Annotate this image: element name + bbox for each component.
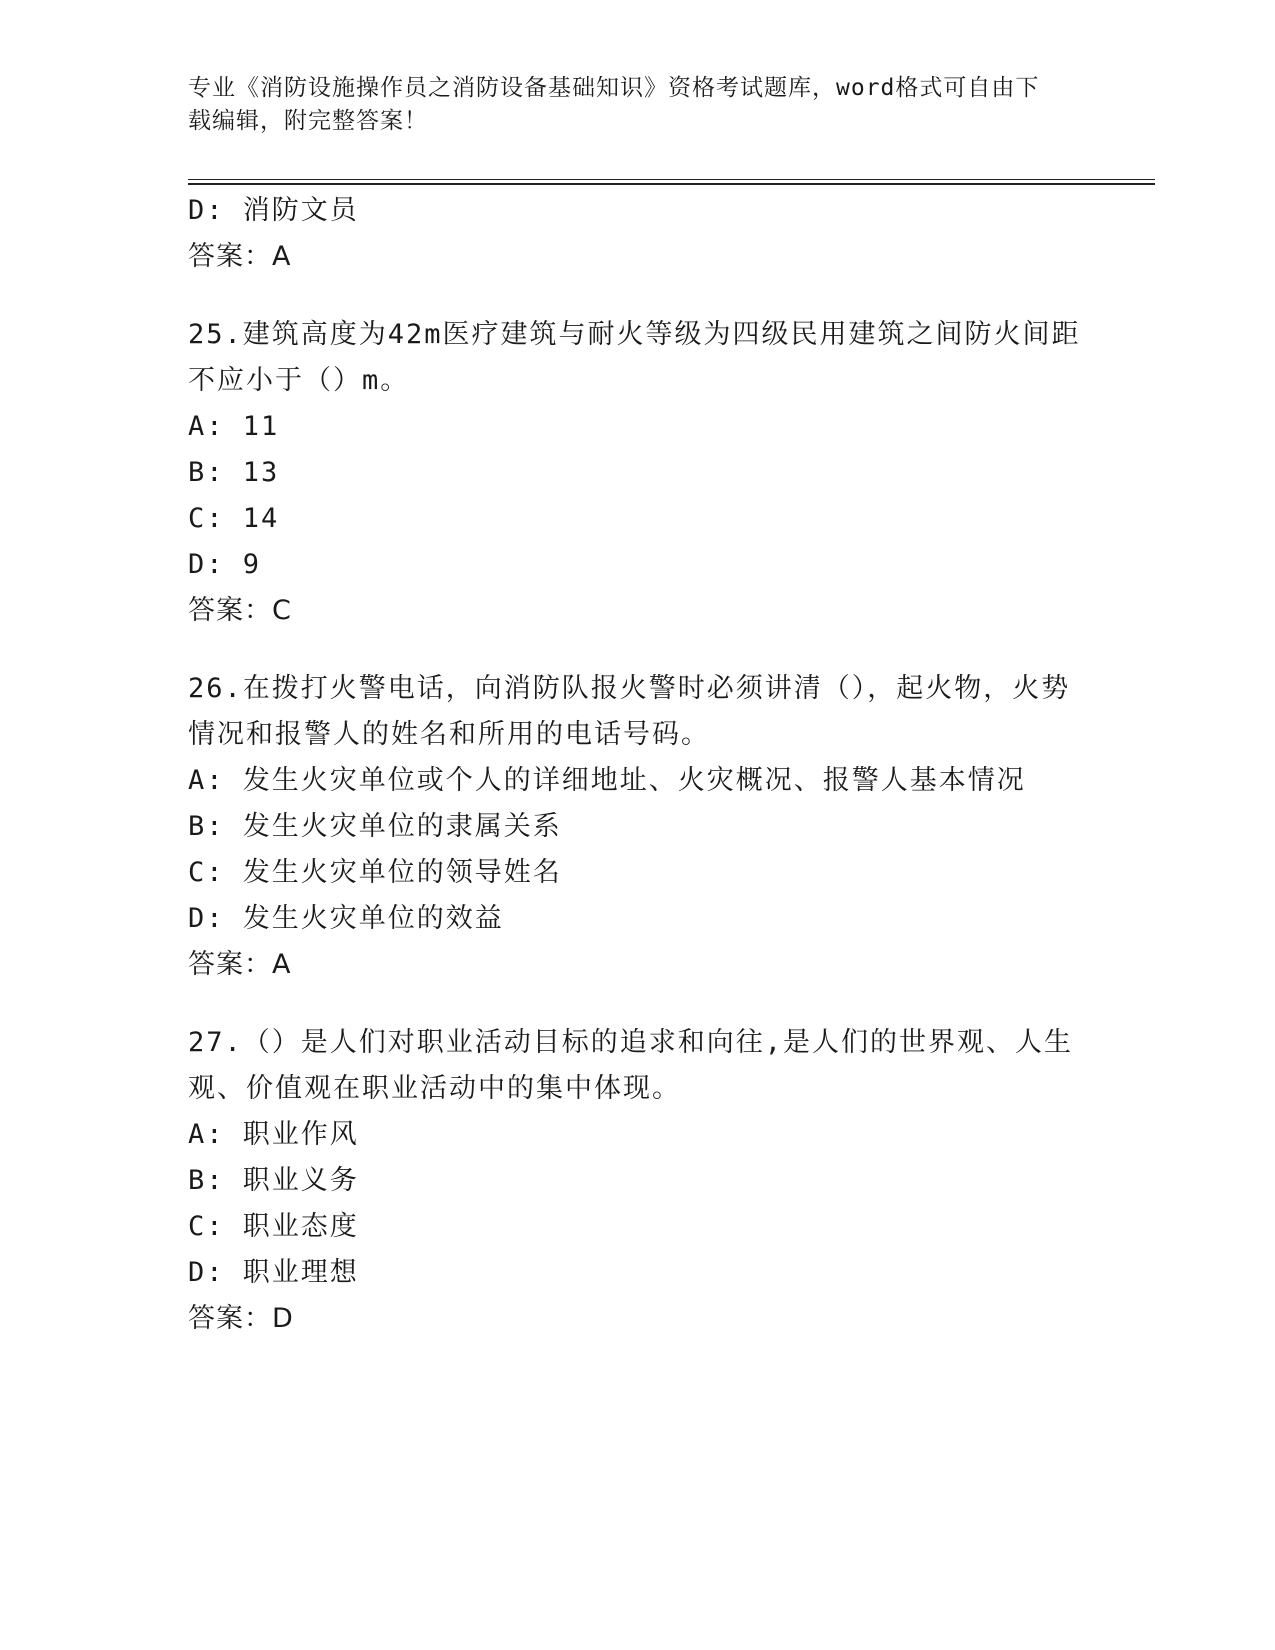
option-b: B: 职业义务 <box>188 1165 359 1196</box>
question-26 <box>188 666 1088 988</box>
header-line-2: 载编辑，附完整答案！ <box>188 108 428 134</box>
option-c: C: 职业态度 <box>188 1211 359 1242</box>
option-b: B: 13 <box>188 457 280 488</box>
question-stem-line-1: 26.在拨打火警电话，向消防队报火警时必须讲清（），起火物，火势 <box>188 673 1071 704</box>
page-header <box>188 72 1088 138</box>
header-divider-thin <box>188 179 1155 180</box>
option-d: D: 职业理想 <box>188 1257 359 1288</box>
question-27 <box>188 1020 1088 1342</box>
question-stem-line-2: 情况和报警人的姓名和所用的电话号码。 <box>188 719 710 750</box>
answer-label: 答案：A <box>188 241 292 272</box>
option-d: D: 消防文员 <box>188 195 359 226</box>
previous-question-tail <box>188 188 1088 280</box>
option-d: D: 发生火灾单位的效益 <box>188 903 504 934</box>
question-stem-line-2: 观、价值观在职业活动中的集中体现。 <box>188 1073 681 1104</box>
answer-label: 答案：A <box>188 949 292 980</box>
option-d: D: 9 <box>188 549 262 580</box>
question-stem-line-1: 25.建筑高度为42m医疗建筑与耐火等级为四级民用建筑之间防火间距 <box>188 319 1081 350</box>
header-divider-thick <box>188 183 1155 185</box>
question-list <box>188 188 1088 1342</box>
answer-label: 答案：D <box>188 1303 294 1334</box>
question-stem-line-2: 不应小于（）m。 <box>188 365 410 396</box>
answer-label: 答案：C <box>188 595 292 626</box>
header-line-1: 专业《消防设施操作员之消防设备基础知识》资格考试题库，word格式可自由下 <box>188 75 1040 101</box>
option-b: B: 发生火灾单位的隶属关系 <box>188 811 562 842</box>
option-a: A: 发生火灾单位或个人的详细地址、火灾概况、报警人基本情况 <box>188 765 1026 796</box>
option-c: C: 发生火灾单位的领导姓名 <box>188 857 562 888</box>
option-a: A: 11 <box>188 411 280 442</box>
option-c: C: 14 <box>188 503 280 534</box>
option-a: A: 职业作风 <box>188 1119 359 1150</box>
question-25 <box>188 312 1088 634</box>
question-stem-line-1: 27.（）是人们对职业活动目标的追求和向往,是人们的世界观、人生 <box>188 1027 1074 1058</box>
